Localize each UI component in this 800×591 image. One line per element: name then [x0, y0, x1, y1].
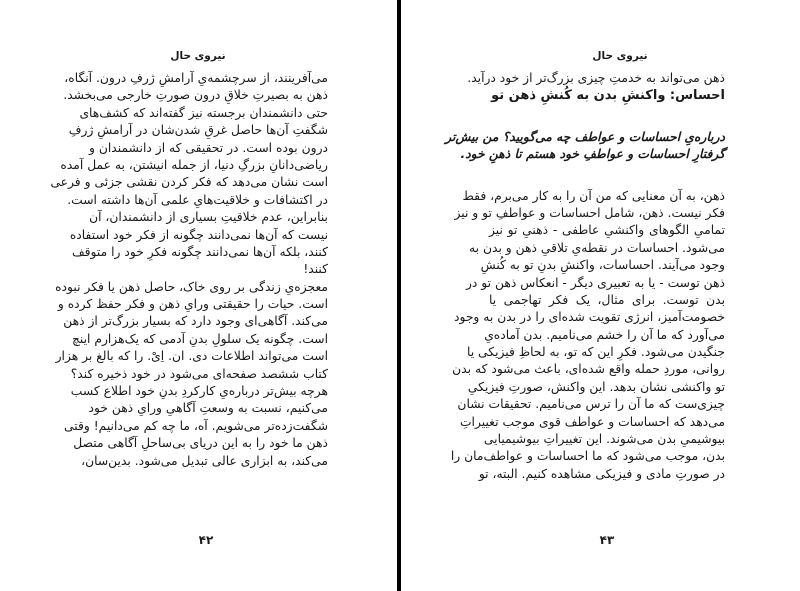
text-line: تو واکنشی نشان بدهد. این واکنش، صورتِ فیزیکیِ: [467, 379, 725, 394]
intro-line: ذهن می‌تواند به خدمتِ چیزی بزرگ‌تر از خود درآید.: [467, 71, 725, 85]
text-line: است نشان می‌دهد که فکر کردن نقشی جزئی و فرعی: [50, 175, 328, 190]
text-line: خصومت‌آمیز، انرژی تقویت شده‌ای را در بدن به وجود: [454, 310, 725, 325]
text-line: تمامیِ الگوهای واکنشیِ عاطفی - ذهنیِ تو نیز: [489, 223, 725, 238]
text-line: جنگیدن می‌شود. فکرِ این که تو، به لحاظِ فیزیکی یا: [466, 345, 725, 360]
text-line: شگفت‌زده‌تر می‌شویم. آه، ما چه کم می‌دانیم! وقتی: [64, 418, 328, 433]
text-line: هرچه بیش‌تر درباره‌یِ کارکردِ بدنِ خود اطلاع کسب: [70, 384, 328, 399]
page-number: ۴۲: [198, 533, 214, 547]
text-line: حتی دانشمندان برجسته نیز گفته‌اند که کشف‌های: [79, 105, 328, 120]
text-line: ذهن، به آن معنایی که من آن را به کار می‌برم، فقط: [462, 188, 725, 203]
text-line: وجود می‌آیند. احساسات، واکنشِ بدنِ تو به کُنشِ: [480, 258, 725, 273]
text-line: کنند، بلکه آن‌ها نمی‌دانند چگونه فکرِ خود را متوقف: [71, 244, 328, 259]
text-line: بیوشیمیِ بدن می‌شوند. این تغییراتِ بیوشیمیایی: [483, 432, 725, 447]
text-line: ذهن توست - یا به تعبیری دیگر - انعکاس ذهن تو در: [465, 275, 725, 290]
text-line: بدن توست. برای مثال، یک فکر تهاجمی یا: [489, 292, 725, 307]
text-line: می‌شود. احساسات در نقطه‌یِ تلاقیِ ذهن و بدن به: [469, 240, 725, 255]
page-number: ۴۳: [599, 533, 615, 547]
left-page-body: [50, 70, 328, 470]
text-line: می‌کنیم، نسبت به وسعتِ آگاهیِ ورایِ ذهن خود: [88, 401, 328, 416]
text-line: بنابراین، عدم خلاقیتِ بسیاری از دانشمندان، آن: [89, 210, 328, 225]
text-line: نیست که آن‌ها نمی‌دانند چگونه از فکر خود استفاده: [69, 227, 328, 242]
text-line: ریاضی‌دانانِ بزرگِ دنیا، از جمله انیشتن، به عمل آمده: [60, 157, 328, 172]
text-line: فکر نیست. ذهن، شامل احساسات و عواطفِ تو و نیز: [454, 205, 725, 220]
text-line: کتاب ششصد صفحه‌ای می‌شود در خود ذخیره کند؟: [70, 366, 328, 381]
text-line: چیزی‌ست که ما آن را ترس می‌نامیم. تحقیقات نشان: [457, 397, 725, 412]
text-line: گرفتارِ احساسات و عواطفِ خود هستم تا ذهنِ خود.: [460, 147, 725, 162]
text-line: در صورتِ مادی و فیزیکی مشاهده کنیم. البته، تو: [478, 466, 725, 481]
text-line: ذهن ما خود را به این دریای بی‌ساحلِ آگاهی متصل: [73, 436, 328, 451]
text-line: می‌آورد که ما آن را خشم می‌نامیم. بدن آماده‌یِ: [484, 327, 725, 342]
section-heading: احساس: واکنشِ بدن به کُنشِ ذهن تو: [491, 88, 725, 104]
text-line: می‌کند، به ابزاری عالی تبدیل می‌شود. بدین‌سان،: [81, 453, 328, 468]
text-line: معجزه‌یِ زندگی بر روی خاک، حاصل ذهن یا فکر نبوده: [55, 279, 328, 294]
right-page: [401, 0, 800, 591]
text-line: شگفتِ آن‌ها حاصل غرقِ شدن‌شان در آرامشِ ژرفِ: [68, 123, 328, 138]
text-line: در اکتشافات و خلاقیت‌هایِ علمی آن‌ها داشته است.: [67, 192, 328, 207]
text-line: می‌دهد که احساسات و عواطف قوی موجب تغییراتِ: [459, 414, 725, 429]
text-line: ذهن به بصیرتِ خلاقِ درون صورتِ خارجی می‌بخشد.: [63, 88, 328, 103]
text-line: درون بوده است. در تحقیقی که از دانشمندان و: [89, 140, 328, 155]
text-line: روانی، موردِ حمله واقع شده‌ای، باعث می‌شود که بدن: [452, 362, 725, 377]
text-line: است. چگونه یک سلولِ بدنِ آدمی که یک‌هزارم اینچ: [71, 331, 328, 346]
spacer: [489, 105, 725, 129]
text-line: درباره‌یِ احساسات و عواطف چه می‌گویید؟ من بیش‌تر: [445, 129, 725, 144]
text-line: است. حیات را حقیقتی ورایِ ذهن و فکر حفظ کرده و: [57, 297, 328, 312]
running-head: نیروی حال: [170, 50, 226, 62]
left-page: [0, 0, 398, 591]
text-line: می‌آفرینند، از سرچشمه‌یِ آرامشِ ژرفِ درون. آنگاه،: [64, 71, 328, 85]
spacer: [489, 164, 725, 188]
text-line: کنند!: [303, 262, 328, 277]
question-block: [445, 129, 725, 164]
text-line: بدن، موجب می‌شود که ما احساسات و عواطف‌مان را: [450, 449, 725, 464]
text-line: می‌کند. آگاهی‌ای وجود دارد که بسیار بزرگ‌تر از ذهن: [63, 314, 328, 329]
right-page-body: [445, 70, 725, 483]
text-line: است می‌تواند اطلاعات دی. ان. اِیْ. را که بالغ بر هزار: [55, 349, 328, 364]
right-paragraph: [450, 188, 725, 484]
running-head: نیروی حال: [592, 50, 648, 62]
